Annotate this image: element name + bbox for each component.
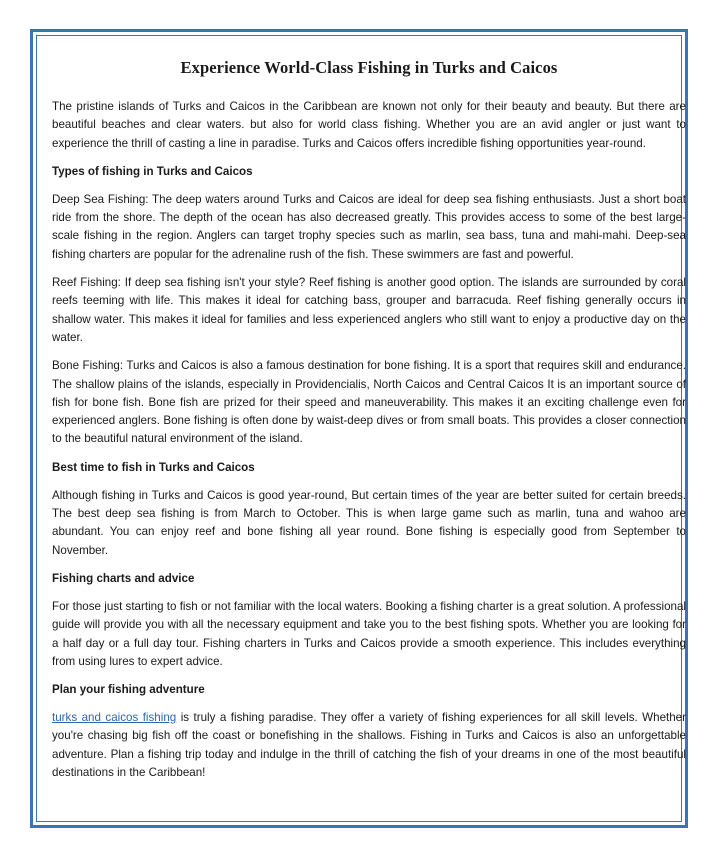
- section-heading-plan: Plan your fishing adventure: [52, 683, 205, 697]
- best-time-paragraph: Although fishing in Turks and Caicos is good year-round, But certain times of the year are better suited for certain breeds. The best deep sea fishing is from March to October. This is when large game such as marlin, tuna and wahoo are abundant. You can enjoy reef and bone fishing all year round. Bone fishing is especially good from September to November.: [52, 488, 686, 557]
- charts-paragraph: For those just starting to fish or not familiar with the local waters. Booking a fishing charter is a great solution. A professional guide will provide you with all the necessary equipment and take you to the best fishing spots. Whether you are looking for a half day or a full day tour. Fishing charters in Turks and Caicos provide a smooth experience. This includes everything from using lures to expert advice.: [52, 599, 686, 668]
- document-title: Experience World-Class Fishing in Turks and Caicos: [180, 58, 558, 77]
- reef-paragraph: Reef Fishing: If deep sea fishing isn't your style? Reef fishing is another good option. The islands are surrounded by coral reefs teeming with life. This makes it ideal for catching bass, grouper and barracuda. Reef fishing generally occurs in shallow water. This makes it ideal for families and less experienced anglers who still want to enjoy a productive day on the water.: [52, 276, 686, 344]
- intro-paragraph: The pristine islands of Turks and Caicos in the Caribbean are known not only for their beauty and beauty. But there are beautiful beaches and clear waters. but also for world class fishing. Whether you are an avid angler or just want to experience the thrill of casting a line in paradise. Turks and Caicos offers incredible fishing opportunities year-round.: [52, 100, 686, 150]
- section-heading-charts: Fishing charts and advice: [52, 571, 195, 585]
- deep-sea-paragraph: Deep Sea Fishing: The deep waters around Turks and Caicos are ideal for deep sea fishing enthusiasts. Just a short boat ride from the shore. The depth of the ocean has also decreased greatly. This provides access to some of the best large-scale fishing in the region. Anglers can target trophy species such as marlin, sea bass, tuna and mahi-mahi. Deep-sea fishing charters are popular for the adrenaline rush of the fish. These swimmers are fast and powerful.: [52, 192, 686, 261]
- section-heading-types: Types of fishing in Turks and Caicos: [52, 164, 253, 178]
- section-heading-best-time: Best time to fish in Turks and Caicos: [52, 460, 255, 474]
- document-body: [52, 58, 686, 792]
- plan-paragraph: [52, 709, 686, 782]
- fishing-link[interactable]: turks and caicos fishing: [52, 711, 177, 725]
- bone-paragraph: Bone Fishing: Turks and Caicos is also a famous destination for bone fishing. It is a sport that requires skill and endurance. The shallow plains of the islands, especially in Providencialis, North Caicos and Central Caicos It is an important source of fish for bone fish. Bone fish are prized for their speed and maneuverability. This makes it an exciting challenge even for experienced anglers. Bone fishing is often done by waist-deep dives or from small boats. This provides a closer connection to the beautiful natural environment of the island.: [52, 359, 686, 446]
- plan-paragraph-text: is truly a fishing paradise. They offer a variety of fishing experiences for all skill levels. Whether you're chasing big fish off the coast or bonefishing in the shallows. Fishing in Turks and Caicos is also an unforgettable adventure. Plan a fishing trip today and indulge in the thrill of catching the fish of your dreams in one of the most beautiful destinations in the Caribbean!: [52, 711, 686, 780]
